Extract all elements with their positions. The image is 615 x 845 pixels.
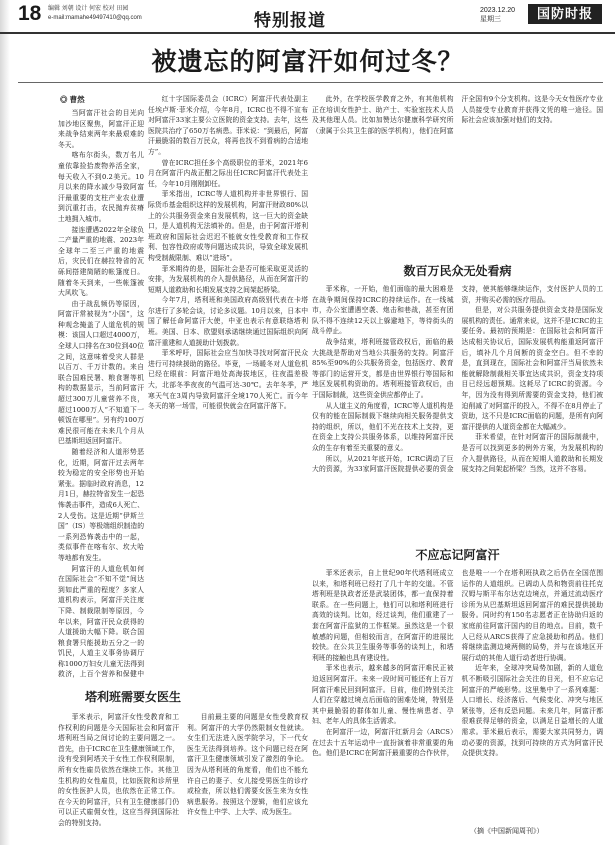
- section-title: 特别报道: [254, 11, 326, 30]
- editor-credits: [48, 5, 142, 23]
- paragraph: 但是，对公共服务提供资金支持是国际发展机构的责任。通常来说，这并不是ICRC的主要任务。最初的预期是：在国际社会和阿富汗达成相关协议后，国际发展机构能重返阿富汗后，填补几个月间断的资金空白。但不幸的是，直到现在，国际社会和阿富汗当局依然未能就解除制裁相关事宜达成共识，资金支持项目已经远超预期。这耗尽了ICRC的资源。今年，因为没有得到所需要的资金支持，他们被迫削减了对阿富汗的投入，不得不在8月停止了资助，这不只是ICRC面临的问题，是所有向阿富汗提供的人道资金都在大幅减少。: [461, 306, 603, 431]
- paragraph: 阿富汗的人道危机如何在国际社会“不知不觉”间达到如此严重的程度？多家人道机构表示，阿富汗关注度下降、制裁限制等原因，今年以来，阿富汗民众获得的人道援助大幅下降。联合国粮食署只能援助五分之一的饥民，人道主义事务协调厅称1000万妇女儿童无法得到救济，上百个营养和保健中: [58, 564, 144, 678]
- page-number: 18: [18, 2, 42, 25]
- paragraph: 菲米还表示，自上世纪90年代塔利班成立以来，和塔利班已经打了几十年的交道。不管塔利班是执政者还是武装团体，都一直保持着联系。在一些问题上，他们可以和塔利班进行高效的谈判。比如，经过谈判，他们重建了一套在阿富汗监狱的工作框架。虽然这是一个很敏感的问题，但相较而言，在阿富汗的进展比较快。在公共卫生服务等事务的谈判上，和塔利班的接触也具有建设性。: [312, 569, 454, 662]
- subheading-do-not-forget: 不应忘记阿富汗: [415, 548, 500, 562]
- paragraph: 菲米称，一开始，他们面临的最大困难是在战争期间保持ICRC的持续运作。在一线城市，办公室遭遇空袭、炮击和巷战，甚至有团队不得不连续12天以上躲避地下，等待街头的战斗停止。: [312, 285, 454, 336]
- paragraph: 喀布尔街头，数万名儿童依靠捡拾废物养活全家，每天收入不到0.2美元。10月以来的降水减少导致阿富汗最重要的支柱产业农业遭到沉重打击，农民抛弃贫瘠土地拥入城市。: [58, 151, 144, 223]
- article-source: （摘《中国新闻周刊》）: [470, 827, 544, 835]
- headline-divider: [18, 82, 603, 83]
- paragraph: 菲米指出，ICRC等人道机构并非世界银行、国际货币基金组织这样的发展机构，阿富汗财政80%以上的公共服务资金来自发展机构，这一巨大的资金缺口，是人道机构无法填补的。但是，由于阿富汗塔利班政府和国际社会迟迟不能就女性受教育和工作权利、包容性政府或等问题达成共识，导致全球发展机构受制裁限制、难以“进场”。: [148, 190, 308, 262]
- paragraph: 从人道主义的角度看，ICRC等人道机构是仅有的能在国际制裁下继续向相关服务提供支持的组织，所以，他们不光在技术上支持，更在资金上支持公共服务体系，以维持阿富汗民众的生存有着至关重要的意义。: [312, 401, 454, 452]
- paragraph: 菲米呼吁，国际社会应当加快寻找对阿富汗民众进行可持续援助的路径。毕竟，一场暖冬对人道危机已经在眼前：阿富汗地处高海拔地区，往夜温差极大，北部冬季夜夜的气温可达-30℃。去年冬季，严寒天气在3周内导致阿富汗全境170人死亡。而今年冬天的第一场雪，可能很快就会在阿富汗落下。: [148, 349, 308, 411]
- subheading-female-doctors: 塔利班需要女医生: [84, 690, 181, 704]
- paragraph: 随着经济和人道形势恶化，近期，阿富汗过去两年较为稳定的安全形势也开始紧张。据临时政府消息，12月1日，赫拉特省发生一起恐怖袭击事件，造成6人死亡、2人受伤。这是近期“伊斯兰国”（IS）等极端组织制造的一系列恐怖袭击中的一起，类似事件在喀布尔、坎大哈等地都有发生。: [58, 448, 144, 562]
- paragraph: 红十字国际委员会（ICRC）阿富汗代表处副主任埃卢斯·菲米介绍，今年8月，ICRC也不得不宣布对阿富汗33家主要公立医院的资金支持。去年，这些医院共治疗了650万名病患。菲米说：“到最后，阿富汗最脆弱的数百万民众，将再也找不到看病的合适地方”。: [148, 95, 308, 156]
- paragraph: 所以，从2021年底开始，ICRC调动了巨大的资源，为33家阿富汗医院提供必要的资金支持，使其能够继续运作，支付医护人员的工资，并购买必需的医疗用品。: [312, 285, 603, 474]
- paragraph: 由于战乱频仍等原因，阿富汗常被视为“小国”，这种观念掩盖了人道危机的规模：该国人口超过4000万，全球人口排名在30位到40位之间，这意味着受灾人群是以百万、千万计数的。来自联合国难民署、粮食署等机构的数据显示，当前阿富汗超过300万儿童营养不良，超过1000万人“不知道下一顿饭在哪里”。另有约100万难民很可能在未来几个月从巴基斯坦返回阿富汗。: [58, 299, 144, 446]
- paragraph: 此外，在学校医学教育之外，有其他机构正在培训女性护士、助产士、实验室技术人员及其他理人员。比如加赞达尔健康科学研究所（隶属于公共卫生部的医学机构），他们在阿富汗全国有9个分支机构。这是今天女性医疗专业人员接受专业教育并获得文凭的唯一途径。国际社会应该加强对他们的支持。: [312, 95, 603, 135]
- article-headline: 被遗忘的阿富汗如何过冬？: [151, 47, 464, 76]
- article-byline: ◎ 曹然: [60, 95, 85, 104]
- subheading-no-medical-care: 数百万民众无处看病: [403, 264, 512, 278]
- paragraph: 目前最主要的问题是女性受教育权利。阿富汗的大学仍然限制女性就读。女生们无法进入医学院学习，下一代女医生无法得到培养。这个问题已经在阿富汗卫生健康领域引发了激烈的争论。因为从塔利班的角度看，他们也不能允许自己的妻子、女儿接受男医生的诊疗或检查，所以他们需要女医生来为女性病患服务。按照这个逻辑，他们应该允许女性上中学、上大学、成为医生。: [187, 713, 308, 817]
- article-right-top: [312, 94, 603, 254]
- paragraph: 近年来，全球冲突局势加剧，新的人道危机不断吸引国际社会关注的目光，但不应忘记阿富汗的严峻形势。这里集中了一系列难题：人口增长、经济落后、气候变化、冲突与地区紧张等，还有反恐问题。未来几年，阿富汗都很难获得足够的资金，以满足日益增长的人道需求。菲米最后表示，需要大家共同努力，调动必要的资源，找到可持续的方式为阿富汗民众提供支持。: [461, 664, 603, 758]
- paragraph: 当阿富汗社会的目光向加沙地区聚焦，阿富汗正迎来战争结束两年来最艰难的冬天。: [58, 109, 144, 149]
- paragraph: 接连遭遇2022年全球负二产量严重的地震、2023年全球年二至三产重的地震后，灾民们在赫拉特省的瓦砾间搭建简陋的帐篷度日。随着冬天到来，一些帐篷被大风吹飞。: [58, 225, 144, 298]
- paragraph: 菲米表示，阿富汗女性受教育和工作权利的问题是今天国际社会和阿富汗塔利班当局之间讨论的主要问题之一。首先，由于ICRC在卫生健康领域工作，没有受到阿塔关于女性工作权利限制，所有女性雇员依然在继续工作。其他卫生机构的女性雇员，比如医院和诊所里的女性医护人员，也依然在正常工作。在今天的阿富汗，只有卫生健康部门仍可以正式雇佣女性，这应当得到国际社会的特别支持。: [58, 713, 179, 827]
- page-fold-shadow: [0, 0, 10, 845]
- masthead: [0, 0, 615, 34]
- paragraph: 菲米希望，在针对阿富汗的国际制裁中，是否可以找到更多的例外方案，为发展机构的介入提供路径，从而在短期人道救助和长期发展支持之间架起桥梁？当然，这并不容易。: [461, 433, 603, 474]
- paragraph: 菲米也表示，越来越多的阿富汗难民正被迫返回阿富汗。未来一段时间可能还有上百万阿富汗难民回到阿富汗。目前，他们特别关注人们在穿越过境点后面临的困难处境，特别是其中最脆弱的群体如儿童、慢性病患者、孕妇、老年人的具体生活需求。: [312, 664, 454, 726]
- section-no-medical-care: [312, 284, 603, 539]
- article-column-1: [58, 108, 144, 678]
- paragraph: 战争结束，塔利班接管政权后，面临的最大挑战是帮助对当地公共服务的支持。阿富汗85%至90%的公共服务资金，包括医疗、教育等部门的运营开支，都是由世界银行等国际和地区发展机构资助的。塔利班接管政权后，由于国际制裁，这些资金供应都停止了。: [312, 337, 454, 399]
- issue-date: [480, 6, 515, 24]
- paragraph: 在阿富汗一边，阿富汗红新月会（ARCS）在过去十五年运动中一直扮演着非常重要的角色。他们是ICRC在阿富汗最重要的合作伙伴，也是唯一一个在塔利班执政之后仍在全国范围运作的人道组织。已调动人员和物资前往托克汉姆与斯平布尔达克边境点，并通过流动医疗诊所为从巴基斯坦返回阿富汗的难民提供援助服务。同时约有150名志愿者正在协助归返的家庭前往阿富汗国内的目的地点。目前，数千人已经从ARCS获得了应急援助和药品。他们将继续监测边境两侧的局势，并与在该地区开展行动的其他人道行动者进行协调。: [312, 569, 603, 758]
- paragraph: 今年7月，塔利班和美国政府高级别代表在卡塔尔进行了多轮会谈，讨论多议题。10月以来，日本中国了解任命阿富汗大使，中亚也表示有意联络塔利班。美国、日本、欧盟则承诺继续通过国际组织向阿富汗重建和人道援助计划拨款。: [148, 296, 308, 347]
- newspaper-logo: 国防时报: [528, 4, 602, 24]
- section-female-doctors: [58, 712, 308, 837]
- paragraph: 曾在ICRC担任多个高级职位的菲米，2021年6月在阿富汗内战正酣之际出任ICRC阿富汗代表处主任，今年10月刚刚卸任。: [148, 158, 308, 188]
- paragraph: 菲米期待的是，国际社会是否可能采取更灵活的安排，为发展机构的介入提供路径，从而在阿富汗的短期人道救助和长期发展支持之间架起桥梁。: [148, 264, 308, 294]
- contact-email: e-mail:mamahe49497410@qq.com: [48, 15, 142, 21]
- section-do-not-forget: [312, 568, 603, 830]
- date-value: 2023.12.20: [480, 7, 516, 14]
- article-column-2: [148, 94, 308, 704]
- credits-line: 编辑 刘朝 设计 何宏 校对 田园: [48, 6, 129, 12]
- weekday-value: 星期三: [480, 16, 501, 23]
